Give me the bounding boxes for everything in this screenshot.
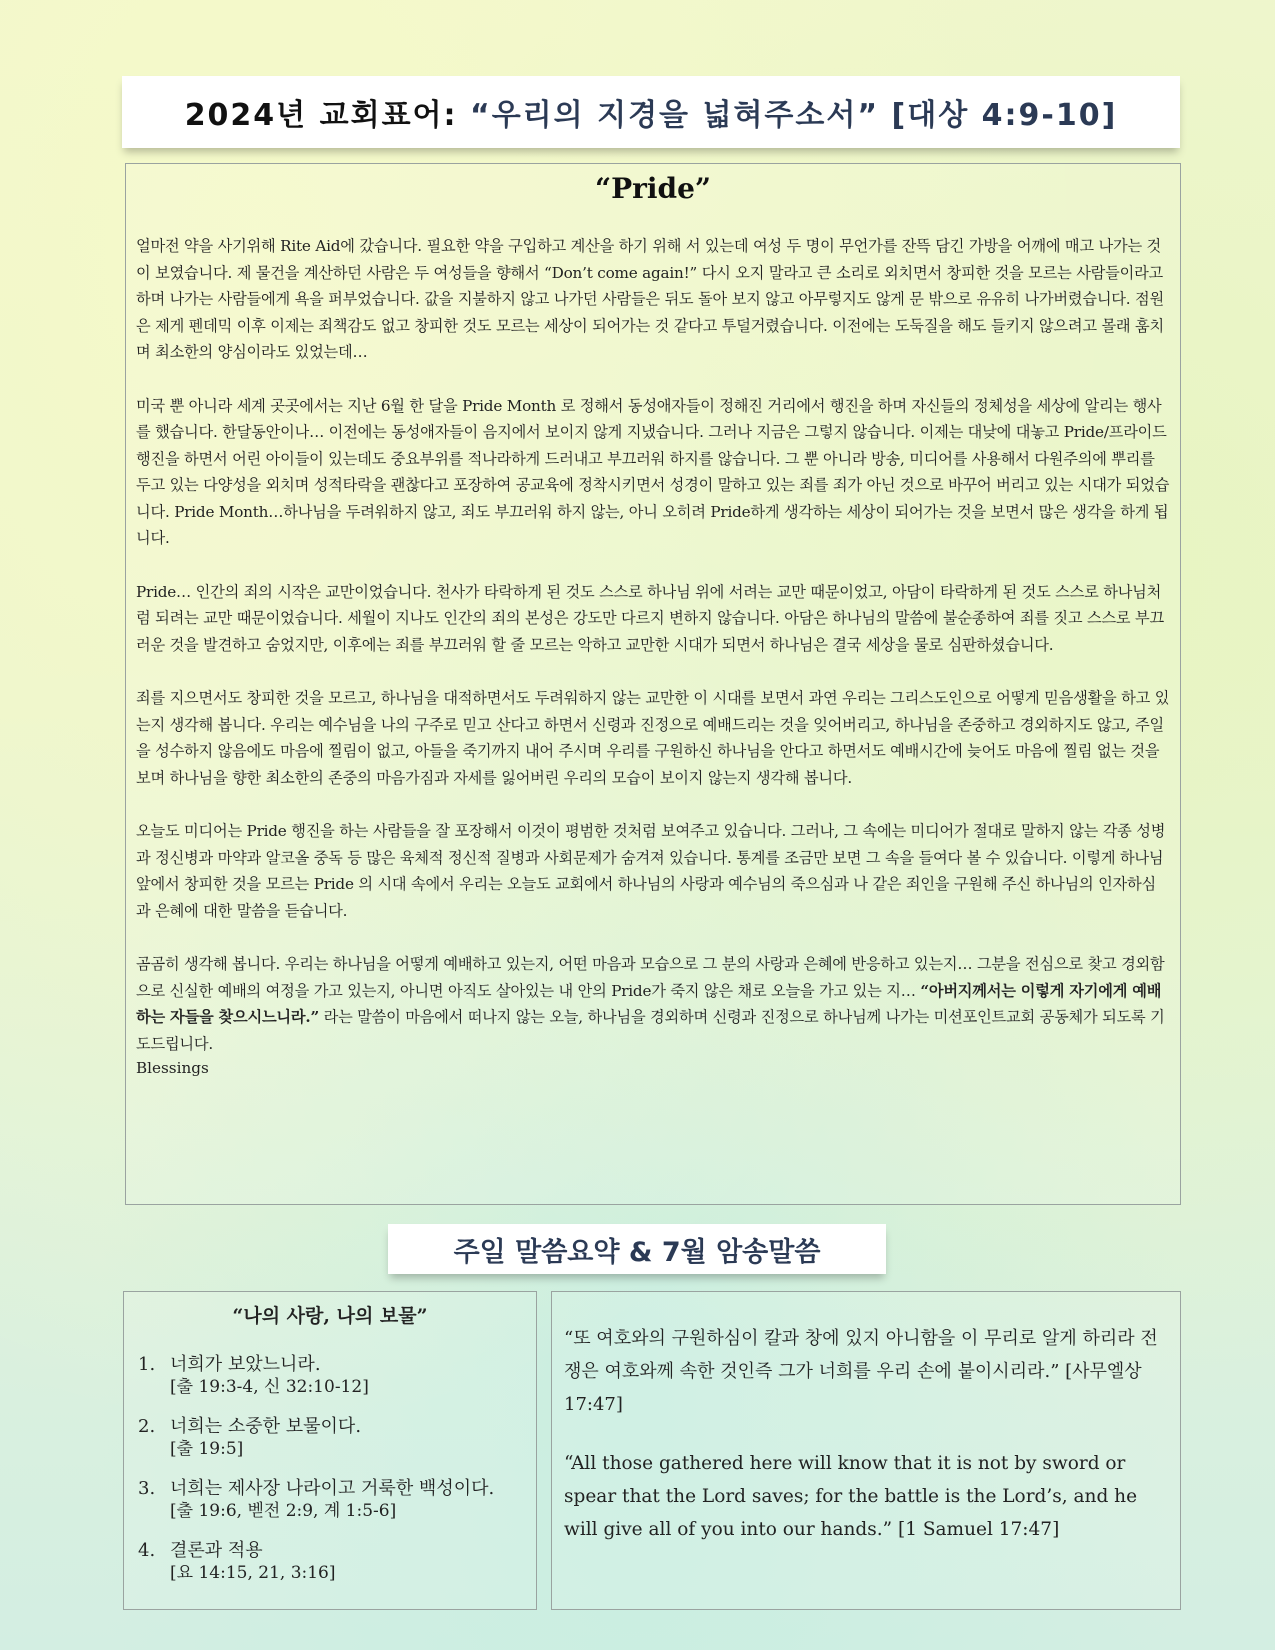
point-text: 결론과 적용: [170, 1540, 263, 1561]
closing-text-start: 곰곰히 생각해 봅니다. 우리는 하나님을 어떻게 예배하고 있는지, 어떤 마음과 모습으로 그 분의 사랑과 은혜에 반응하고 있는지… 그분을 전심으로 찾고 경외함으로 신실한 예배의 여정을 가고 있는지, 아니면 아직도 살아있는 내 안의 Pride가 죽지 않은 채로 오늘을 가고 있는 지…: [136, 955, 1165, 1000]
point-number: 4.: [138, 1540, 156, 1561]
column-paragraph-2: 미국 뿐 아니라 세계 곳곳에서는 지난 6월 한 달을 Pride Month 로 정해서 동성애자들이 정해진 거리에서 행진을 하며 자신들의 정체성을 세상에 알리는 행사를 했습니다. 한달동안이나… 이전에는 동성애자들이 음지에서 보이지 않게 지냈습니다. 그러나 지금은 그렇지 않습니다. 이제는 대낮에 대놓고 Pride/프라이드 행진을 하면서 어린 아이들이 있는데도 중요부위를 적나라하게 드러내고 부끄러워 하지를 않습니다. 그 뿐 아니라 방송, 미디어를 사용해서 다원주의에 뿌리를 두고 있는 다양성을 외치며 성적타락을 괜찮다고 포장하여 공교육에 정착시키면서 성경이 말하고 있는 죄를 죄가 아닌 것으로 바꾸어 버리고 있는 시대가 되었습니다. Pride Month…하나님을 두려워하지 않고, 죄도 부끄러워 하지 않는, 아니 오히려 Pride하게 생각하는 세상이 되어가는 것을 보면서 많은 생각을 하게 됩니다.: [136, 396, 1170, 547]
motto-reference: [대상 4:9-10]: [879, 98, 1118, 133]
point-reference: [출 19:5]: [170, 1439, 244, 1459]
motto-text: “우리의 지경을 넓혀주소서”: [469, 98, 880, 133]
column-paragraph-6: [136, 951, 1170, 1057]
motto-prefix: 2024년 교회표어:: [184, 98, 470, 133]
column-paragraph-4: 죄를 지으면서도 창피한 것을 모르고, 하나님을 대적하면서도 두려워하지 않는 교만한 이 시대를 보면서 과연 우리는 그리스도인으로 어떻게 믿음생활을 하고 있는지 생각해 봅니다. 우리는 예수님을 나의 구주로 믿고 산다고 하면서 신령과 진정으로 예배드리는 것을 잊어버리고, 하나님을 존중하고 경외하지도 않고, 주일을 성수하지 않음에도 마음에 찔림이 없고, 아들을 죽기까지 내어 주시며 우리를 구원하신 하나님을 안다고 하면서도 예배시간에 늦어도 마음에 찔림 없는 것을 보며 하나님을 향한 최소한의 존중의 마음가짐과 자세를 잃어버린 우리의 모습이 보이지 않는지 생각해 봅니다.: [136, 689, 1170, 787]
point-text: 너희가 보았느니라.: [170, 1354, 321, 1375]
point-number: 3.: [138, 1478, 156, 1499]
sermon-point: [134, 1416, 526, 1460]
point-number: 1.: [138, 1354, 156, 1375]
point-text: 너희는 제사장 나라이고 거룩한 백성이다.: [170, 1478, 495, 1499]
point-reference: [출 19:6, 벧전 2:9, 계 1:5-6]: [170, 1501, 397, 1521]
point-body: [170, 1540, 336, 1584]
point-body: [170, 1416, 361, 1460]
pastor-column: [125, 163, 1181, 1205]
church-motto-banner: [122, 76, 1180, 148]
sermon-point: [134, 1354, 526, 1398]
sermon-summary-box: [123, 1291, 537, 1610]
sermon-title: “나의 사랑, 나의 보물”: [232, 1305, 428, 1327]
point-body: [170, 1354, 369, 1398]
closing-bold-quote: “아버지께서는 이렇게 자기에게 예배하는 자들을 찾으시느니라.”: [136, 981, 1162, 1026]
memory-verse-box: [551, 1291, 1181, 1610]
memory-verse-english: “All those gathered here will know that it is not by sword or spear that the Lord saves; for the battle is the Lord’s, and he will give all of you into our hands.” [1 Samuel 17:47]: [564, 1453, 1138, 1540]
point-reference: [요 14:15, 21, 3:16]: [170, 1563, 336, 1583]
column-paragraph-5: 오늘도 미디어는 Pride 행진을 하는 사람들을 잘 포장해서 이것이 평범한 것처럼 보여주고 있습니다. 그러나, 그 속에는 미디어가 절대로 말하지 않는 각종 성병과 정신병과 마약과 알코올 중독 등 많은 육체적 정신적 질병과 사회문제가 숨겨져 있습니다. 통계를 조금만 보면 그 속을 들여다 볼 수 있습니다. 이렇게 하나님 앞에서 창피한 것을 모르는 Pride 의 시대 속에서 우리는 오늘도 교회에서 하나님의 사랑과 예수님의 죽으심과 나 같은 죄인을 구원해 주신 하나님의 인자하심과 은혜에 대한 말씀을 듣습니다.: [136, 822, 1166, 920]
point-reference: [출 19:3-4, 신 32:10-12]: [170, 1377, 369, 1397]
point-body: [170, 1478, 494, 1522]
memory-verse-korean: “또 여호와의 구원하심이 칼과 창에 있지 아니함을 이 무리로 알게 하리라 전쟁은 여호와께 속한 것인즉 그가 너희를 우리 손에 붙이시리라.” [사무엘상 17:47]: [564, 1328, 1158, 1415]
column-signoff: Blessings: [136, 1059, 209, 1077]
closing-text-end: 라는 말씀이 마음에서 떠나지 않는 오늘, 하나님을 경외하며 신령과 진정으로 하나님께 나가는 미션포인트교회 공동체가 되도록 기도드립니다.: [136, 1008, 1165, 1053]
sermon-point: [134, 1478, 526, 1522]
column-paragraph-3: Pride… 인간의 죄의 시작은 교만이었습니다. 천사가 타락하게 된 것도 스스로 하나님 위에 서려는 교만 때문이었고, 아담이 타락하게 된 것도 스스로 하나님처럼 되려는 교만 때문이었습니다. 세월이 지나도 인간의 죄의 본성은 강도만 다르지 변하지 않습니다. 아담은 하나님의 말씀에 불순종하여 죄를 짓고 스스로 부끄러운 것을 발견하고 숨었지만, 이후에는 죄를 부끄러워 할 줄 모르는 악하고 교만한 시대가 되면서 하나님은 결국 세상을 물로 심판하셨습니다.: [136, 582, 1164, 654]
section-title-banner: 주일 말씀요약 & 7월 암송말씀: [388, 1224, 886, 1274]
sermon-points-list: [134, 1354, 526, 1584]
point-text: 너희는 소중한 보물이다.: [170, 1416, 362, 1437]
point-number: 2.: [138, 1416, 156, 1437]
column-title: “Pride”: [594, 172, 712, 205]
sermon-point: [134, 1540, 526, 1584]
column-paragraph-1: 얼마전 약을 사기위해 Rite Aid에 갔습니다. 필요한 약을 구입하고 계산을 하기 위해 서 있는데 여성 두 명이 무언가를 잔뜩 담긴 가방을 어깨에 매고 나가는 것이 보였습니다. 제 물건을 계산하던 사람은 두 여성들을 향해서 “Don’t come again!” 다시 오지 말라고 큰 소리로 외치면서 창피한 것을 모르는 사람들이라고 하며 나가는 사람들에게 욕을 퍼부었습니다. 값을 지불하지 않고 나가던 사람들은 뒤도 돌아 보지 않고 아무렇지도 않게 문 밖으로 유유히 나가버렸습니다. 점원은 제게 펜데믹 이후 이제는 죄책감도 없고 창피한 것도 모르는 세상이 되어가는 것 같다고 투덜거렸습니다. 이전에는 도둑질을 해도 들키지 않으려고 몰래 훔치며 최소한의 양심이라도 있었는데…: [136, 237, 1164, 361]
